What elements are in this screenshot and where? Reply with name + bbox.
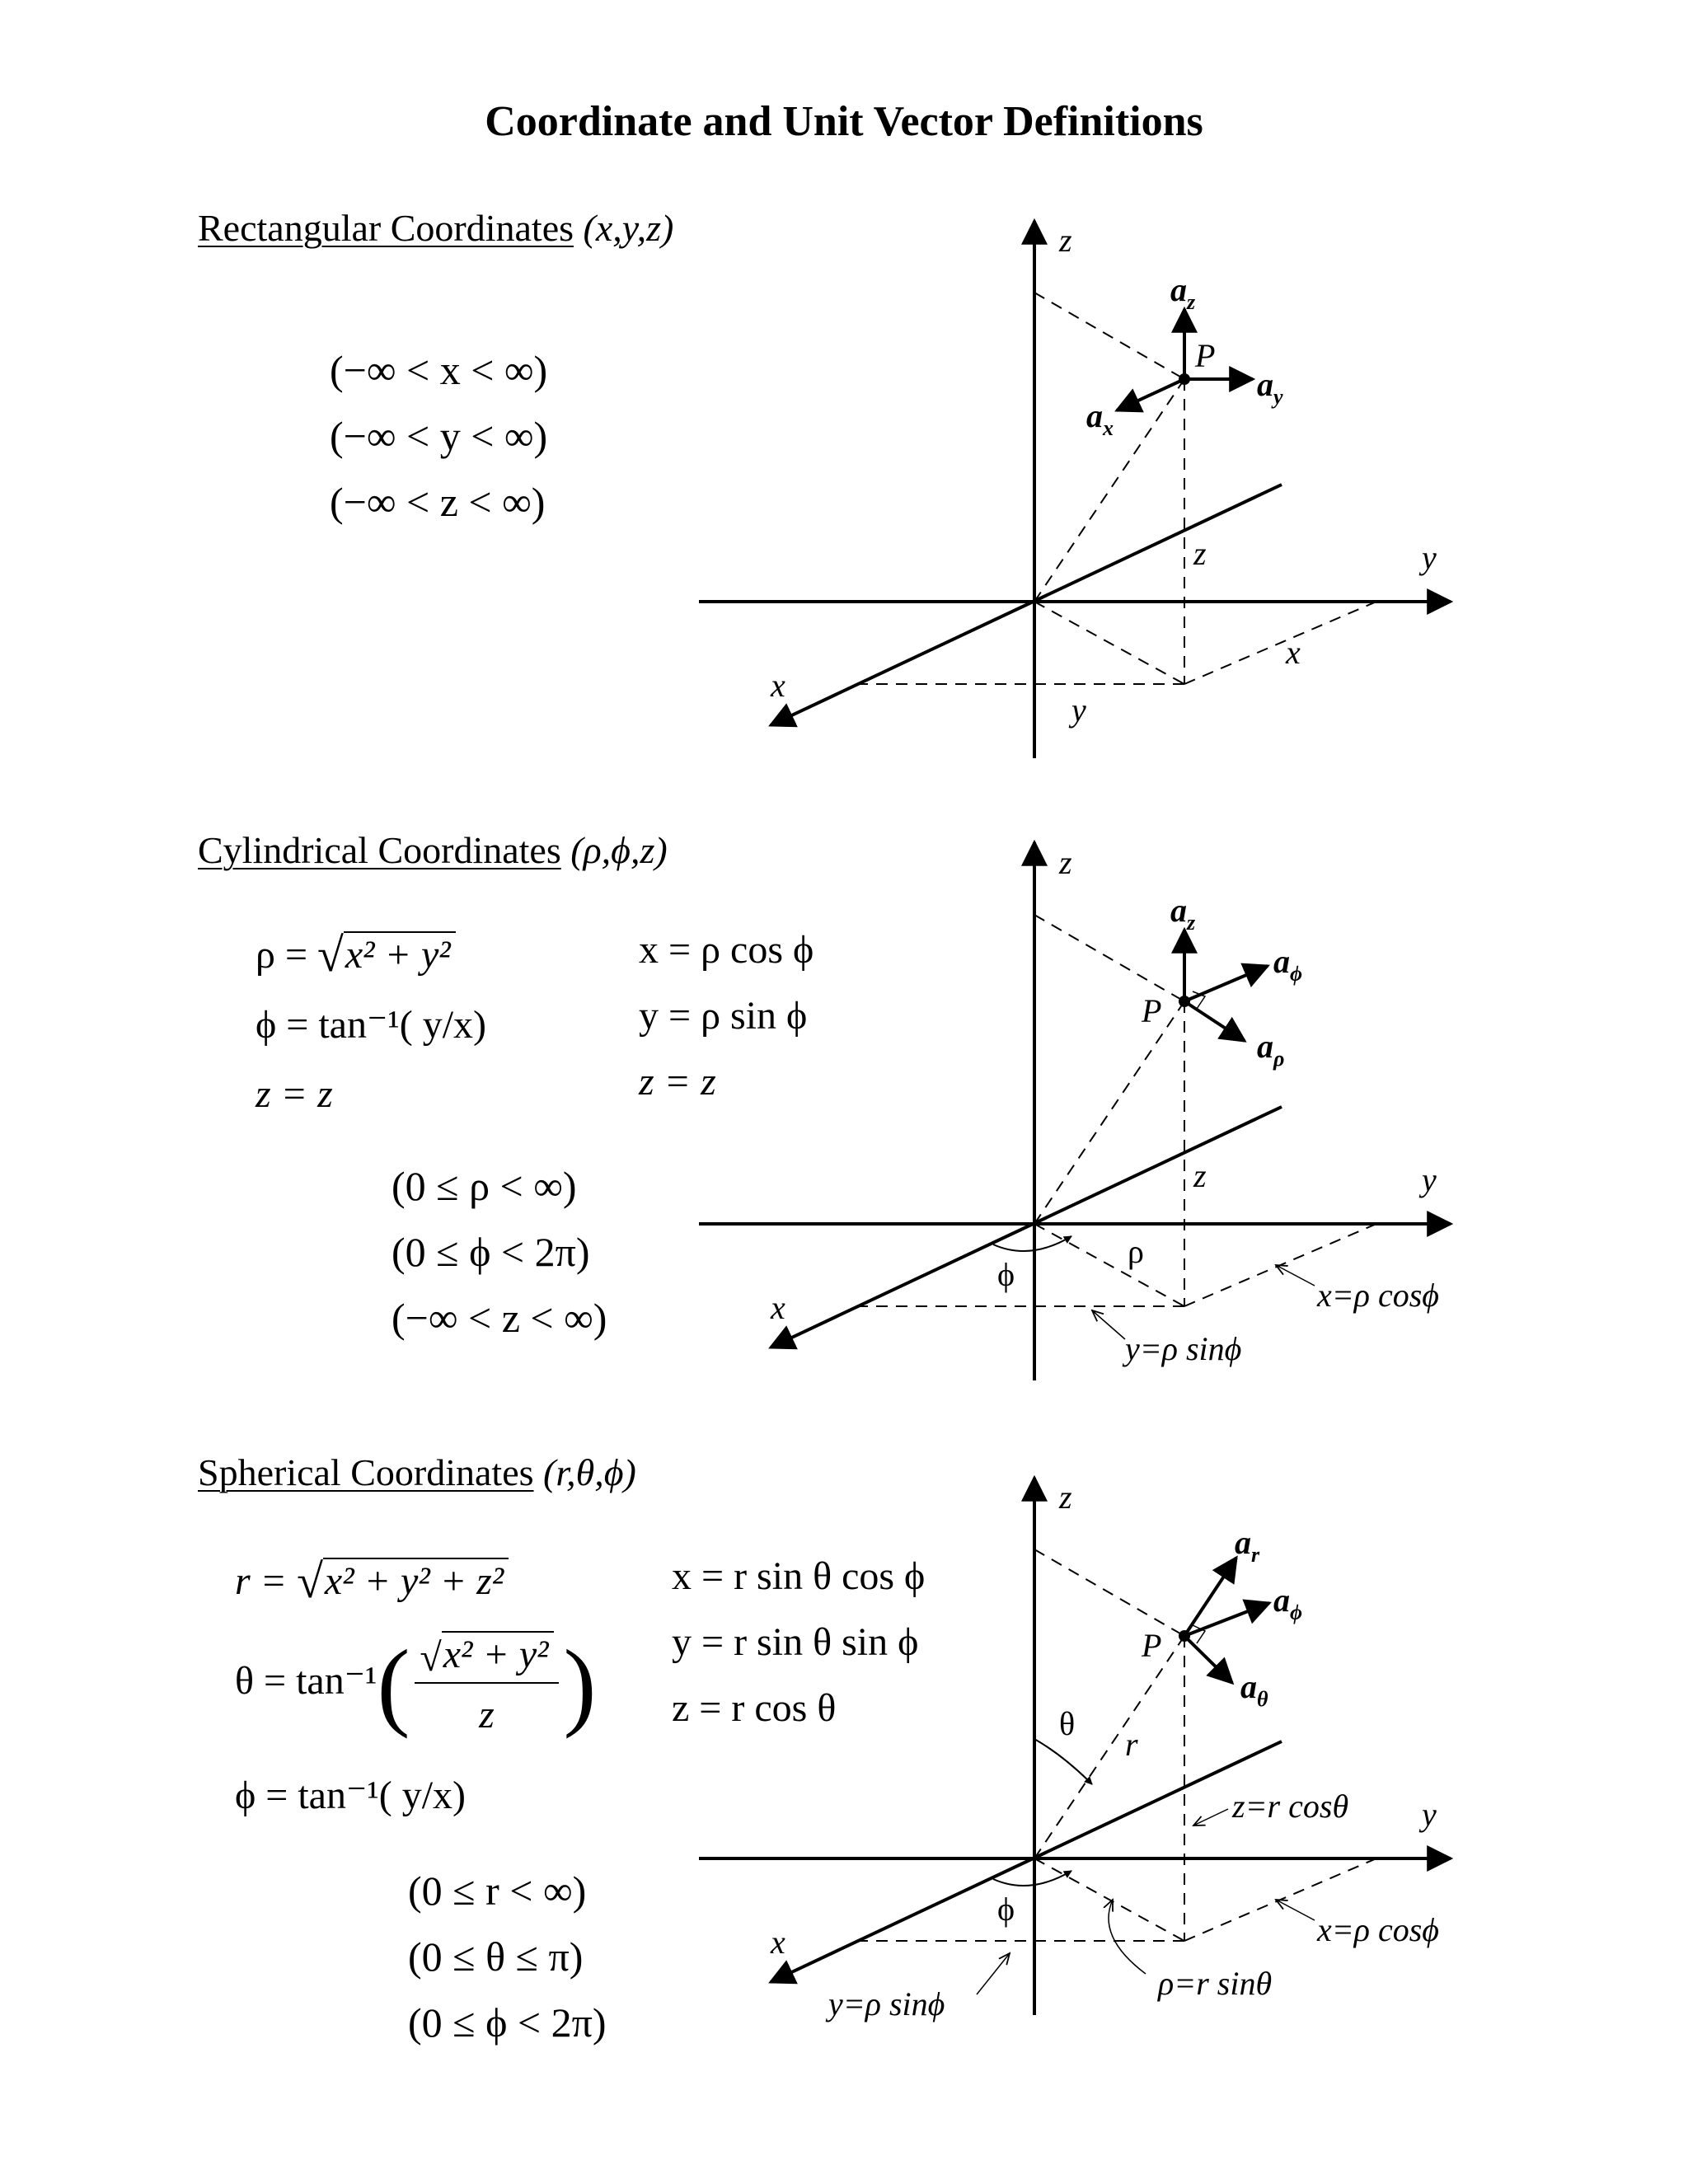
cyl-heading-text: Cylindrical Coordinates	[198, 829, 561, 871]
rect-y-axis-label: y	[1422, 539, 1437, 576]
cyl-x-axis-label: x	[771, 1289, 785, 1326]
sph-theta-num: x² + y²	[442, 1631, 554, 1676]
cyl-rho-radicand: x² + y²	[344, 931, 456, 977]
sph-x-eq-pointer	[1276, 1900, 1315, 1920]
sph-atheta-arrow	[1184, 1636, 1232, 1683]
sph-y-axis-label: y	[1422, 1796, 1437, 1833]
sph-theta-frac: $\frac{\text{√x² + y²}}{z}$	[415, 1632, 558, 1737]
sph-x-axis	[771, 1741, 1282, 1982]
sph-x-axis-label: x	[771, 1924, 785, 1961]
cyl-range-rho: (0 ≤ ρ < ∞)	[392, 1163, 577, 1209]
cyl-diagram-labels	[770, 844, 1439, 1367]
rect-z-length-label: z	[1193, 535, 1207, 572]
cyl-y-axis-label: y	[1422, 1161, 1437, 1198]
sph-r-radicand: x² + y² + z²	[323, 1558, 509, 1603]
rect-range-z: (−∞ < z < ∞)	[330, 479, 546, 525]
sph-theta-den: z	[479, 1693, 495, 1736]
cyl-z-length-label: z	[1193, 1157, 1207, 1194]
cyl-aphi-label: $a_\phi$	[1273, 943, 1303, 986]
rect-ax-label: $a_x$	[1086, 397, 1114, 440]
rect-p-label: P	[1195, 337, 1216, 374]
sph-range-phi: (0 ≤ ϕ < 2π)	[408, 1999, 607, 2046]
sph-z-axis-label: z	[1059, 1479, 1072, 1516]
sph-y-eq: y = r sin θ sin ϕ	[672, 1620, 919, 1664]
sph-atheta-label: $a_\theta$	[1240, 1668, 1268, 1711]
sph-theta-arc	[1034, 1739, 1092, 1784]
sph-r-eq: r = √x² + y² + z²	[235, 1554, 509, 1609]
rect-x-length-label: x	[1286, 634, 1301, 671]
cyl-z-axis-label: z	[1059, 844, 1072, 881]
cyl-heading-vars: (ρ,ϕ,z)	[570, 829, 668, 871]
sph-phi-label: ϕ	[997, 1891, 1015, 1928]
rect-heading-vars: (x,y,z)	[583, 207, 674, 249]
rect-x-axis	[771, 485, 1282, 725]
rect-heading-text: Rectangular Coordinates	[198, 207, 574, 249]
sph-heading-text: Spherical Coordinates	[198, 1451, 534, 1493]
rect-z-axis-label: z	[1059, 222, 1072, 259]
rect-range-y: (−∞ < y < ∞)	[330, 413, 548, 459]
cyl-x-axis	[771, 1107, 1282, 1347]
cyl-range-phi: (0 ≤ ϕ < 2π)	[392, 1229, 590, 1275]
cyl-x-eq-label: x=ρ cosϕ	[1317, 1277, 1439, 1314]
cyl-y-eq: y = ρ sin ϕ	[639, 994, 808, 1038]
rect-diagram	[699, 221, 1451, 758]
cyl-az-label: $a_z$	[1170, 892, 1196, 935]
sph-y-eq-label: y=ρ sinϕ	[828, 1985, 945, 2022]
sph-ar-label: $a_r$	[1235, 1524, 1260, 1567]
cyl-y-eq-label: y=ρ sinϕ	[1125, 1330, 1242, 1367]
sph-r-lhs: r =	[235, 1559, 288, 1603]
rect-y-length-label: y	[1071, 691, 1086, 729]
cyl-z-eq: z = z	[256, 1072, 333, 1116]
cyl-range-z: (−∞ < z < ∞)	[392, 1295, 607, 1341]
sph-theta-label: θ	[1059, 1705, 1076, 1742]
rect-az-label: $a_z$	[1170, 271, 1196, 314]
rect-ax-arrow	[1117, 379, 1184, 410]
sph-p-label: P	[1142, 1627, 1162, 1664]
cyl-phi-label: ϕ	[997, 1256, 1015, 1293]
rect-dashed-box	[857, 293, 1376, 684]
sph-range-theta: (0 ≤ θ ≤ π)	[408, 1933, 584, 1980]
rect-ay-label: $a_y$	[1257, 366, 1283, 409]
sph-phi-eq: ϕ = tan⁻¹( y/x)	[235, 1774, 467, 1817]
cyl-arho-arrow	[1184, 1001, 1245, 1041]
cyl-aphi-arrow	[1184, 966, 1268, 1001]
page-title: Coordinate and Unit Vector Definitions	[485, 98, 1203, 145]
sph-z-eq-pointer	[1193, 1809, 1228, 1825]
rect-x-axis-label: x	[771, 667, 785, 704]
sph-y-eq-pointer	[977, 1953, 1010, 1994]
sph-range-r: (0 ≤ r < ∞)	[408, 1868, 587, 1914]
cyl-y-eq-pointer	[1092, 1310, 1125, 1339]
sph-rho-eq-label: ρ=r sinθ	[1158, 1965, 1273, 2002]
cyl-x-eq: x = ρ cos ϕ	[639, 928, 814, 972]
sph-z-eq-label: z=r cosθ	[1232, 1788, 1349, 1825]
sph-heading-vars: (r,θ,ϕ)	[543, 1451, 636, 1493]
sph-z-eq: z = r cos θ	[672, 1686, 837, 1730]
rect-range-x: (−∞ < x < ∞)	[330, 347, 548, 393]
cyl-z2-eq: z = z	[639, 1060, 716, 1104]
rect-diagram-labels	[770, 222, 1437, 729]
sph-x-eq: x = r sin θ cos ϕ	[672, 1554, 926, 1598]
sph-aphi-label: $a_\phi$	[1273, 1582, 1303, 1624]
cyl-phi-eq: ϕ = tan⁻¹( y/x)	[256, 1003, 487, 1047]
cyl-rho-lhs: ρ =	[256, 933, 308, 977]
sph-rho-eq-pointer	[1109, 1900, 1146, 1974]
sph-x-eq-label: x=ρ cosϕ	[1317, 1911, 1439, 1948]
cyl-p-label: P	[1142, 992, 1162, 1029]
sph-r-label: r	[1125, 1726, 1138, 1763]
cyl-arho-label: $a_\rho$	[1257, 1028, 1285, 1071]
sph-theta-eq: θ = tan⁻¹( $\frac{\text{√x² + y²}}{z}$ )	[235, 1629, 597, 1739]
cyl-rho-label: ρ	[1128, 1233, 1144, 1270]
cyl-x-eq-pointer	[1276, 1265, 1315, 1286]
sph-theta-lhs: θ = tan⁻¹	[235, 1659, 377, 1704]
cyl-rho-eq: ρ = √x² + y²	[256, 927, 456, 982]
